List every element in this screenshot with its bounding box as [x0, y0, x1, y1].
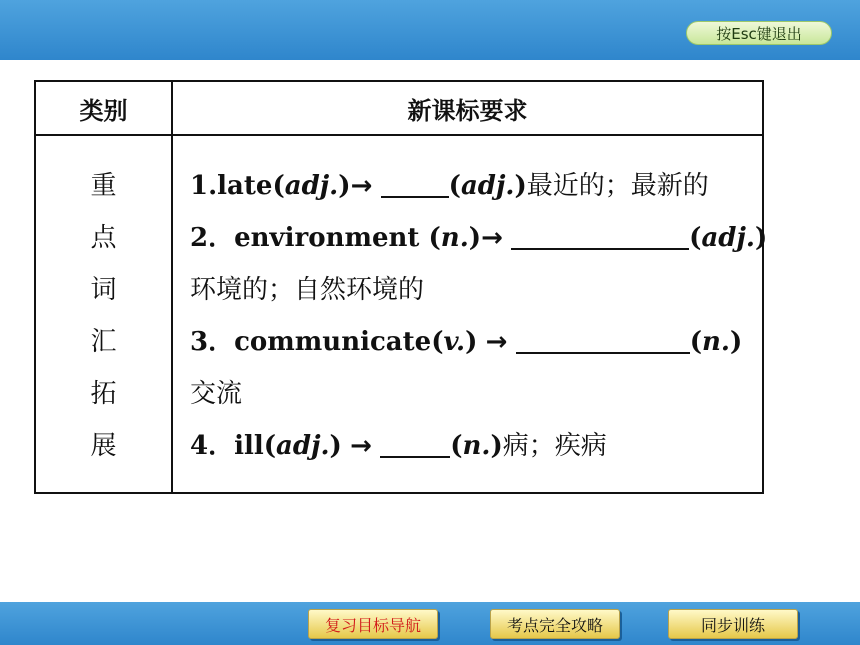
- paren: (: [272, 171, 285, 201]
- answer-blank[interactable]: [516, 324, 690, 354]
- vocab-item: [190, 160, 760, 212]
- vocab-item: [190, 212, 768, 264]
- item-word: late: [217, 171, 273, 201]
- item-number: 2．: [190, 223, 235, 253]
- column-divider: [171, 82, 173, 492]
- arrow-icon: →: [485, 327, 508, 357]
- vocab-item-meaning-line: [190, 368, 760, 420]
- answer-blank[interactable]: [511, 220, 689, 250]
- vocab-item: [190, 316, 760, 368]
- answer-blank[interactable]: [380, 428, 450, 458]
- paren: ): [329, 431, 342, 461]
- paren: (: [450, 431, 463, 461]
- header-category: 类别: [79, 96, 128, 125]
- vocab-item: [190, 420, 760, 472]
- category-char: 展: [90, 431, 117, 461]
- target-pos: adj.: [460, 171, 515, 201]
- requirement-cell: [190, 160, 768, 472]
- target-pos: n.: [702, 327, 730, 357]
- arrow-icon: →: [481, 223, 503, 253]
- paren: (: [448, 171, 461, 201]
- vocab-item-meaning-line: [190, 264, 760, 316]
- paren: ): [490, 431, 503, 461]
- paren: ): [465, 327, 478, 357]
- paren: ): [754, 223, 768, 253]
- item-meaning: 环境的；自然环境的: [190, 275, 425, 305]
- header-requirement: 新课标要求: [407, 96, 528, 125]
- exit-button[interactable]: 按Esc键退出: [686, 21, 832, 45]
- item-pos: adj.: [284, 171, 339, 201]
- item-number: 3．: [190, 327, 235, 357]
- category-char: 重: [90, 171, 117, 201]
- paren: (: [263, 431, 277, 461]
- paren: ): [338, 171, 351, 201]
- paren: ): [514, 171, 527, 201]
- item-meaning: 最近的；最新的: [526, 171, 709, 201]
- target-pos: n.: [462, 431, 491, 461]
- item-pos: adj.: [276, 431, 330, 461]
- paren: (: [689, 327, 703, 357]
- item-pos: v.: [443, 327, 466, 357]
- category-cell: [36, 160, 171, 472]
- table-header-row: [36, 82, 762, 136]
- item-number: 4．: [190, 431, 235, 461]
- vocabulary-table: [34, 80, 768, 494]
- category-char: 拓: [90, 379, 117, 409]
- category-char: 词: [90, 275, 117, 305]
- item-number: 1.: [190, 171, 218, 201]
- arrow-icon: →: [350, 171, 373, 201]
- item-word: communicate: [234, 327, 432, 357]
- paren: (: [431, 327, 444, 357]
- item-meaning: 病；疾病: [502, 431, 607, 461]
- answer-blank[interactable]: [381, 168, 449, 198]
- nav-key-points-button[interactable]: 考点完全攻略: [490, 609, 620, 639]
- item-word: ill: [234, 431, 264, 461]
- category-char: 汇: [90, 327, 117, 357]
- item-word: environment: [234, 223, 429, 253]
- arrow-icon: →: [350, 431, 372, 461]
- nav-practice-button[interactable]: 同步训练: [668, 609, 798, 639]
- paren: ): [729, 327, 743, 357]
- target-pos: adj.: [701, 223, 755, 253]
- item-pos: n.: [440, 223, 469, 253]
- nav-review-goals-button[interactable]: 复习目标导航: [308, 609, 438, 639]
- paren: (: [428, 223, 441, 253]
- paren: (: [689, 223, 702, 253]
- paren: ): [468, 223, 482, 253]
- item-meaning: 交流: [190, 379, 243, 409]
- category-char: 点: [90, 223, 117, 253]
